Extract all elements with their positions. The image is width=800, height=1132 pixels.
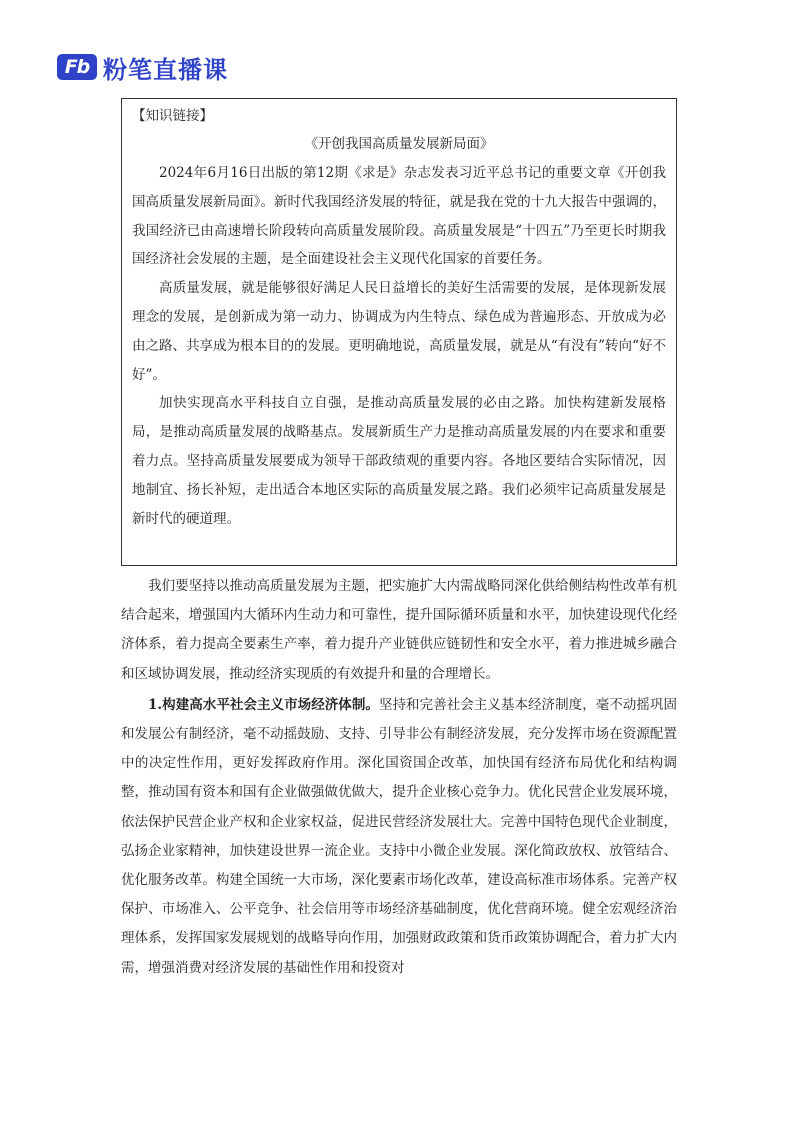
logo-text: 粉笔直播课 — [103, 55, 228, 84]
section-1-heading: 1.构建高水平社会主义市场经济体制。 — [148, 696, 379, 713]
logo-mark-icon: Fb — [57, 54, 97, 80]
section-1-text: 坚持和完善社会主义基本经济制度，毫不动摇巩固和发展公有制经济，毫不动摇鼓励、支持、引导非公有制经济发展，充分发挥市场在资源配置中的决定性作用，更好发挥政府作用。深化国资国企改革，加快国有经济布局优化和结构调整，推动国有资本和国有企业做强做优做大，提升企业核心竞争力。优化民营企业发展环境，依法保护民营企业产权和企业家权益，促进民营经济发展壮大。完善中国特色现代企业制度，弘扬企业家精神，加快建设世界一流企业。支持中小微企业发展。深化简政放权、放管结合、优化服务改革。构建全国统一大市场，深化要素市场化改革，建设高标准市场体系。完善产权保护、市场准入、公平竞争、社会信用等市场经济基础制度，优化营商环境。健全宏观经济治理体系，发挥国家发展规划的战略导向作用，加强财政政策和货币政策协调配合，着力扩大内需，增强消费对经济发展的基础性作用和投资对 — [121, 696, 678, 976]
knowledge-link-title: 《开创我国高质量发展新局面》 — [304, 136, 494, 152]
knowledge-paragraph-3: 加快实现高水平科技自立自强，是推动高质量发展的必由之路。加快构建新发展格局，是推动高质量发展的战略基点。发展新质生产力是推动高质量发展的内在要求和重要着力点。坚持高质量发展要成为领导干部政绩观的重要内容。各地区要结合实际情况，因地制宜、扬长补短，走出适合本地区实际的高质量发展之路。我们必须牢记高质量发展是新时代的硬道理。 — [132, 395, 666, 527]
brand-logo — [57, 52, 228, 82]
section-1-paragraph — [121, 691, 677, 983]
intro-paragraph: 我们要坚持以推动高质量发展为主题，把实施扩大内需战略同深化供给侧结构性改革有机结合起来，增强国内大循环内生动力和可靠性，提升国际循环质量和水平，加快建设现代化经济体系，着力提高全要素生产率，着力提升产业链供应链韧性和安全水平，着力推进城乡融合和区域协调发展，推动经济实现质的有效提升和量的合理增长。 — [121, 578, 677, 682]
main-body — [121, 572, 677, 983]
knowledge-link-label: 【知识链接】 — [132, 108, 213, 124]
knowledge-paragraph-2: 高质量发展，就是能够很好满足人民日益增长的美好生活需要的发展，是体现新发展理念的发展，是创新成为第一动力、协调成为内生特点、绿色成为普遍形态、开放成为必由之路、共享成为根本目的的发展。更明确地说，高质量发展，就是从“有没有”转向“好不好”。 — [132, 280, 666, 383]
knowledge-link-box — [121, 98, 677, 566]
knowledge-paragraph-1: 2024年6月16日出版的第12期《求是》杂志发表习近平总书记的重要文章《开创我国高质量发展新局面》。新时代我国经济发展的特征，就是我在党的十九大报告中强调的，我国经济已由高速增长阶段转向高质量发展阶段。高质量发展是“十四五”乃至更长时期我国经济社会发展的主题，是全面建设社会主义现代化国家的首要任务。 — [132, 165, 666, 268]
